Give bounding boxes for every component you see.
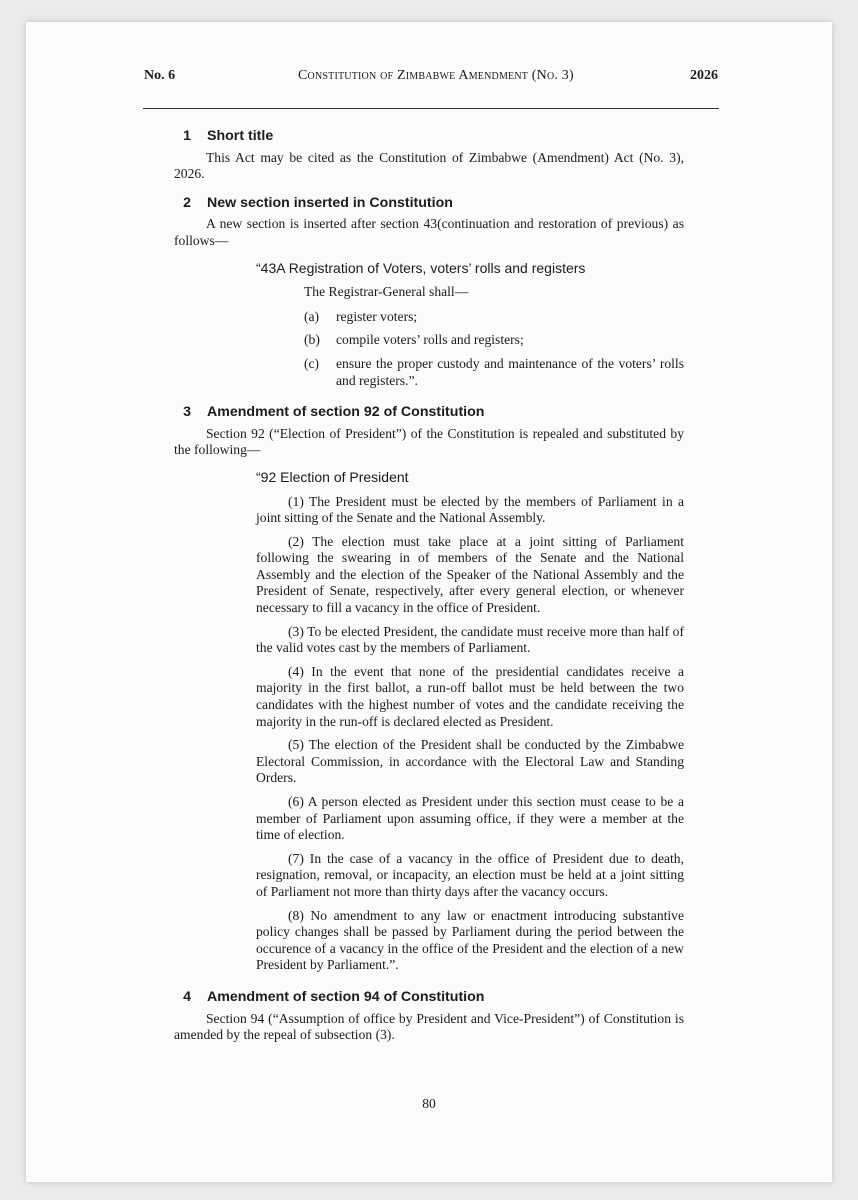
page-number: 80 (422, 1096, 436, 1111)
section-number: 3 (183, 404, 191, 421)
subsection-paragraph: (7) In the case of a vacancy in the office of President due to death, resignation, removal, or incapacity, an election must be held at a joint sitting of Parliament not more than thirty days after the vacancy occurs. (256, 850, 684, 899)
section-paragraph: Section 92 (“Election of President”) of the Constitution is repealed and substituted by the following— (174, 425, 684, 458)
subsection-paragraph: (4) In the event that none of the presidential candidates receive a majority in the first ballot, a run-off ballot must be held between the two candidates with the highest number of votes and the candidate receiving the majority in the run-off is declared elected as President. (256, 663, 684, 729)
section-heading (174, 989, 684, 1006)
section-heading (174, 128, 684, 145)
subsection-paragraph: (3) To be elected President, the candidate must receive more than half of the valid votes cast by the members of Parliament. (256, 623, 684, 656)
list-item-label: (a) (304, 308, 320, 324)
section-title: Amendment of section 94 of Constitution (207, 988, 485, 1005)
list-item-text: register voters; (336, 308, 418, 324)
list-item (304, 332, 684, 349)
section-number: 1 (183, 128, 191, 144)
subsection-paragraph: (5) The election of the President shall be conducted by the Zimbabwe Electoral Commission, in accordance with the Electoral Law and Standing Orders. (256, 737, 684, 786)
subsection-paragraph: (1) The President must be elected by the members of Parliament in a joint sitting of the Senate and the National Assembly. (256, 493, 684, 526)
section-title: Amendment of section 92 of Constitution (207, 404, 485, 421)
subsection-paragraph: (6) A person elected as President under this section must cease to be a member of Parliament upon assuming office, if they were a member at the time of election. (256, 794, 684, 843)
section-number: 4 (183, 988, 191, 1005)
section-paragraph: This Act may be cited as the Constitution of Zimbabwe (Amendment) Act (No. 3), 2026. (174, 149, 684, 182)
subsection-paragraph: (8) No amendment to any law or enactment introducing substantive policy changes shall be passed by Parliament during the period between the occurence of a vacancy in the office of the President and the election of a new President by Parliament.”. (256, 907, 684, 973)
inserted-section-intro: The Registrar-General shall— (304, 284, 469, 300)
list-item-label: (c) (304, 355, 320, 371)
section-title: Short title (207, 128, 274, 144)
substituted-section-heading: “92 Election of President (256, 468, 409, 485)
subsection-paragraph: (2) The election must take place at a joint sitting of Parliament following the swearing in of members of the Senate and the National Assembly and the election of the Speaker of the National Assembly and the President of Senate, respectively, after every general election, or whenever necessary to fill a vacancy in the office of President. (256, 533, 684, 616)
list-item-text: compile voters’ rolls and registers; (336, 332, 524, 348)
section-heading (174, 404, 684, 421)
section-paragraph: Section 94 (“Assumption of office by President and Vice-President”) of Constitution is amended by the repeal of subsection (3). (174, 1010, 684, 1043)
running-title: Constitution of Zimbabwe Amendment (No. 3) (298, 68, 574, 83)
list-item (304, 356, 684, 389)
header-year: 2026 (690, 68, 718, 83)
section-heading (174, 195, 684, 212)
list-item-label: (b) (304, 332, 320, 348)
section-number: 2 (183, 194, 191, 211)
inserted-section-heading: “43A Registration of Voters, voters’ rolls and registers (256, 259, 586, 276)
list-item (304, 309, 684, 326)
section-paragraph: A new section is inserted after section 43(continuation and restoration of previous) as follows— (174, 216, 684, 248)
document-body (174, 128, 684, 1044)
list-item-text: ensure the proper custody and maintenance of the voters’ rolls and registers.”. (336, 355, 684, 388)
section-title: New section inserted in Constitution (207, 194, 453, 211)
gazette-number: No. 6 (144, 68, 176, 83)
header-rule (143, 108, 719, 109)
